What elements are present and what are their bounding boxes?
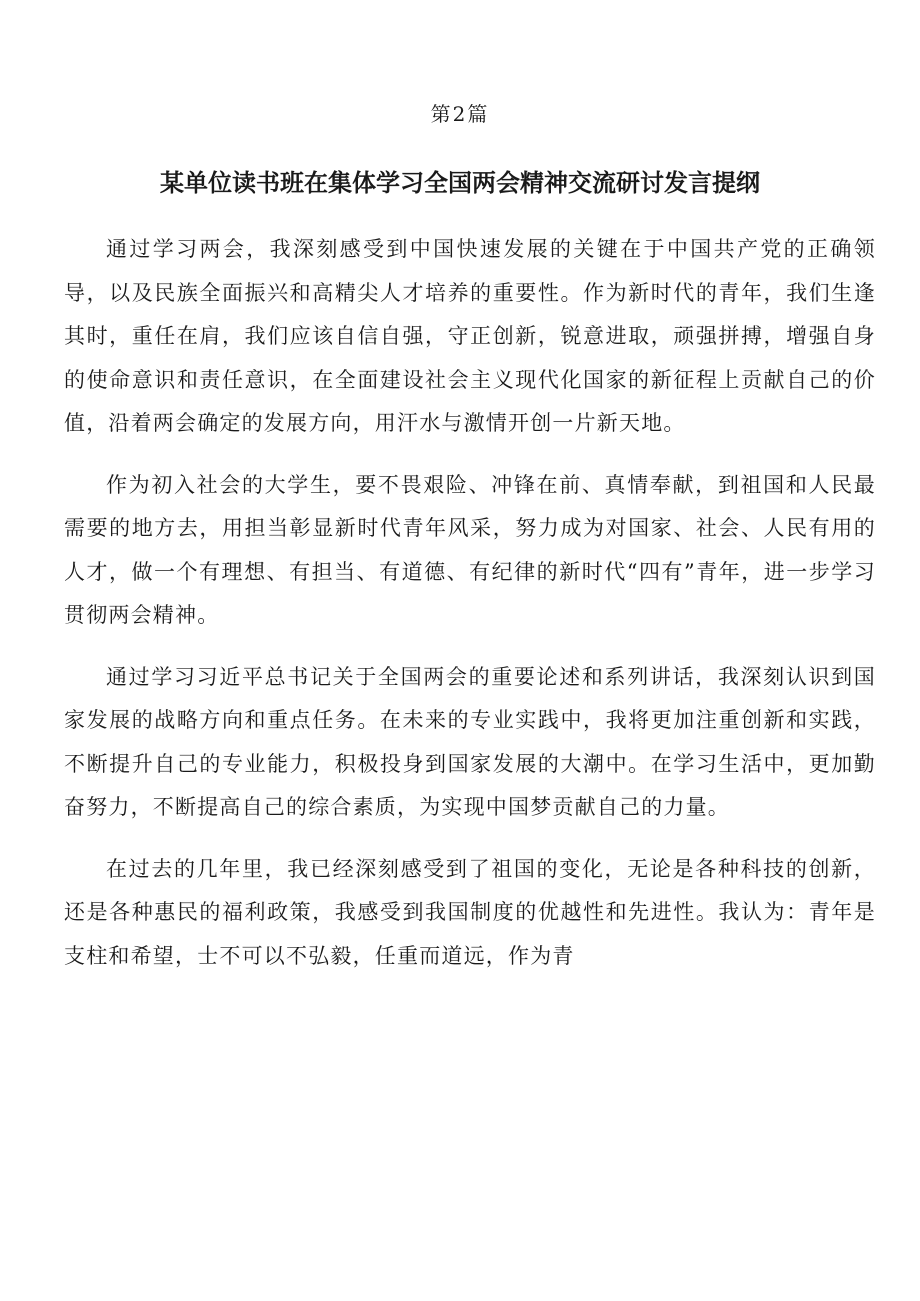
chapter-label: 第2篇 [430,102,490,126]
document-body [64,228,876,996]
paragraph-2: 作为初入社会的大学生，要不畏艰险、冲锋在前、真情奉献，到祖国和人民最需要的地方去，用担当彰显新时代青年风采，努力成为对国家、社会、人民有用的人才，做一个有理想、有担当、有道德、有纪律的新时代“四有”青年，进一步学习贯彻两会精神。 [64,472,876,627]
paragraph-4: 在过去的几年里，我已经深刻感受到了祖国的变化，无论是各种科技的创新，还是各种惠民的福利政策，我感受到我国制度的优越性和先进性。我认为：青年是支柱和希望，士不可以不弘毅，任重而道远，作为青 [64,856,876,968]
paragraph-3: 通过学习习近平总书记关于全国两会的重要论述和系列讲话，我深刻认识到国家发展的战略方向和重点任务。在未来的专业实践中，我将更加注重创新和实践，不断提升自己的专业能力，积极投身到国家发展的大潮中。在学习生活中，更加勤奋努力，不断提高自己的综合素质，为实现中国梦贡献自己的力量。 [64,664,876,819]
document-title: 某单位读书班在集体学习全国两会精神交流研讨发言提纲 [160,169,760,197]
paragraph-1: 通过学习两会，我深刻感受到中国快速发展的关键在于中国共产党的正确领导，以及民族全面振兴和高精尖人才培养的重要性。作为新时代的青年，我们生逢其时，重任在肩，我们应该自信自强，守正创新，锐意进取，顽强拼搏，增强自身的使命意识和责任意识，在全面建设社会主义现代化国家的新征程上贡献自己的价值，沿着两会确定的发展方向，用汗水与激情开创一片新天地。 [64,237,876,435]
